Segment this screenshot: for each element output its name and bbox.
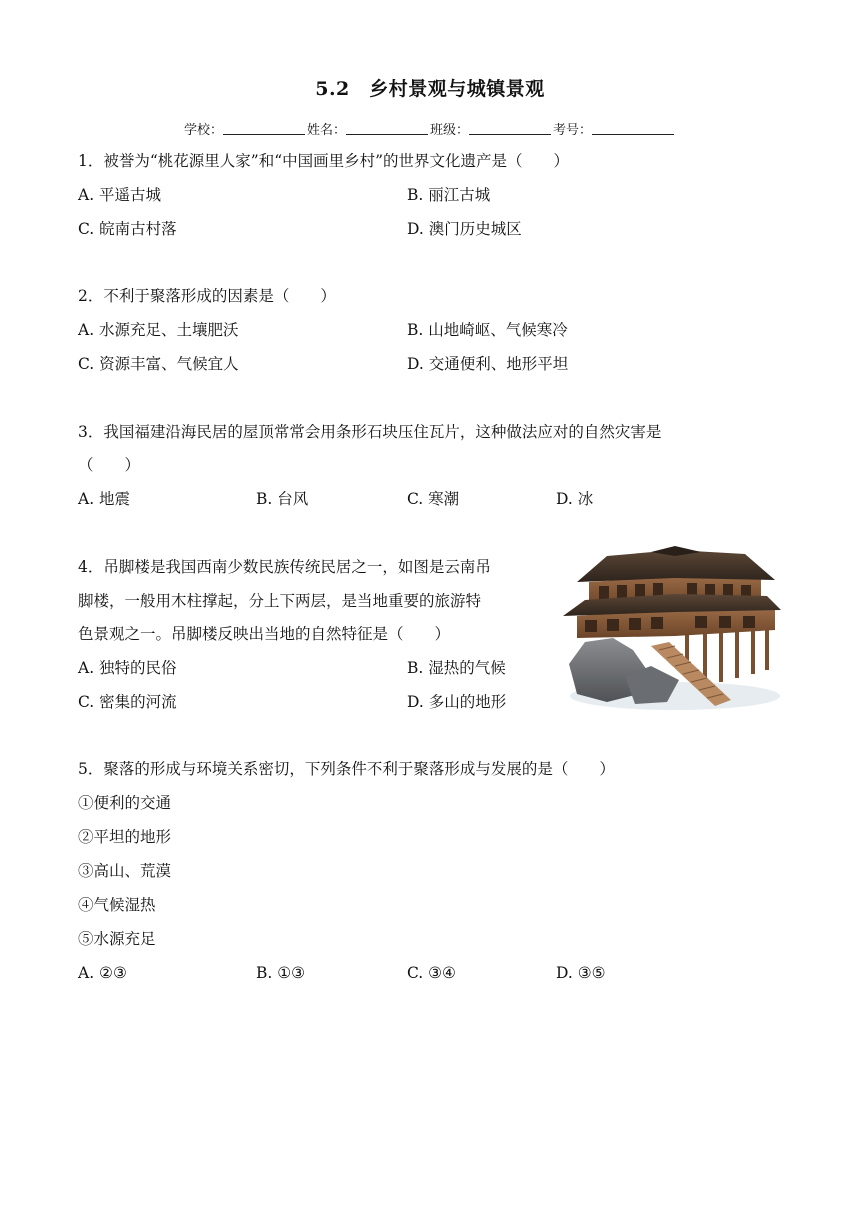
question-3-stem: 3．我国福建沿海民居的屋顶常常会用条形石块压住瓦片，这种做法应对的自然灾害是 — [78, 423, 662, 441]
question-4-option-d[interactable]: D. 多山的地形 — [407, 693, 507, 711]
question-2-stem: 2．不利于聚落形成的因素是（ ） — [78, 287, 336, 305]
question-3-option-a[interactable]: A. 地震 — [78, 490, 131, 508]
question-5-stem: 5．聚落的形成与环境关系密切，下列条件不利于聚落形成与发展的是（ ） — [78, 760, 615, 778]
class-blank — [469, 122, 551, 135]
exam-no-label: 考号： — [553, 123, 593, 138]
class-label: 班级： — [430, 123, 470, 138]
question-5-option-c[interactable]: C. ③④ — [407, 964, 456, 982]
question-5-condition-4: ④气候湿热 — [78, 896, 156, 914]
question-4-option-a[interactable]: A. 独特的民俗 — [78, 659, 177, 677]
question-2-option-c[interactable]: C. 资源丰富、气候宜人 — [78, 355, 239, 373]
question-1-option-c[interactable]: C. 皖南古村落 — [78, 220, 177, 238]
question-3-option-d[interactable]: D. 冰 — [556, 490, 594, 508]
question-5-option-a[interactable]: A. ②③ — [78, 964, 127, 982]
question-5-condition-2: ②平坦的地形 — [78, 828, 172, 846]
question-2-option-a[interactable]: A. 水源充足、土壤肥沃 — [78, 321, 239, 339]
question-3-option-b[interactable]: B. 台风 — [256, 490, 309, 508]
question-5-option-d[interactable]: D. ③⑤ — [556, 964, 606, 982]
question-4-option-b[interactable]: B. 湿热的气候 — [407, 659, 506, 677]
question-2-option-b[interactable]: B. 山地崎岖、气候寒冷 — [407, 321, 568, 339]
student-info-line — [0, 119, 860, 138]
question-3-stem-cont: （ ） — [78, 456, 141, 474]
question-2-option-d[interactable]: D. 交通便利、地形平坦 — [407, 355, 569, 373]
page-title: 5.2 乡村景观与城镇景观 — [315, 78, 545, 100]
school-blank — [223, 122, 305, 135]
name-label: 姓名： — [306, 123, 346, 138]
question-5-condition-3: ③高山、荒漠 — [78, 862, 172, 880]
question-1-stem: 1．被誉为“桃花源里人家”和“中国画里乡村”的世界文化遗产是（ ） — [78, 152, 570, 170]
question-1-option-d[interactable]: D. 澳门历史城区 — [407, 220, 522, 238]
question-4-stem-line-3: 色景观之一。吊脚楼反映出当地的自然特征是（ ） — [78, 625, 451, 643]
question-3-option-c[interactable]: C. 寒潮 — [407, 490, 460, 508]
question-1-option-a[interactable]: A. 平遥古城 — [78, 186, 162, 204]
question-1-option-b[interactable]: B. 丽江古城 — [407, 186, 491, 204]
school-label: 学校： — [183, 123, 223, 138]
exam-no-blank — [592, 122, 674, 135]
question-5-condition-5: ⑤水源充足 — [78, 930, 156, 948]
question-4-stem-line-1: 4．吊脚楼是我国西南少数民族传统民居之一，如图是云南吊 — [78, 558, 491, 576]
name-blank — [346, 122, 428, 135]
question-4-option-c[interactable]: C. 密集的河流 — [78, 693, 177, 711]
question-4-stem-line-2: 脚楼，一般用木柱撑起，分上下两层，是当地重要的旅游特 — [78, 592, 482, 610]
stilt-house-image — [555, 546, 781, 716]
question-5-option-b[interactable]: B. ①③ — [256, 964, 306, 982]
question-5-condition-1: ①便利的交通 — [78, 794, 172, 812]
